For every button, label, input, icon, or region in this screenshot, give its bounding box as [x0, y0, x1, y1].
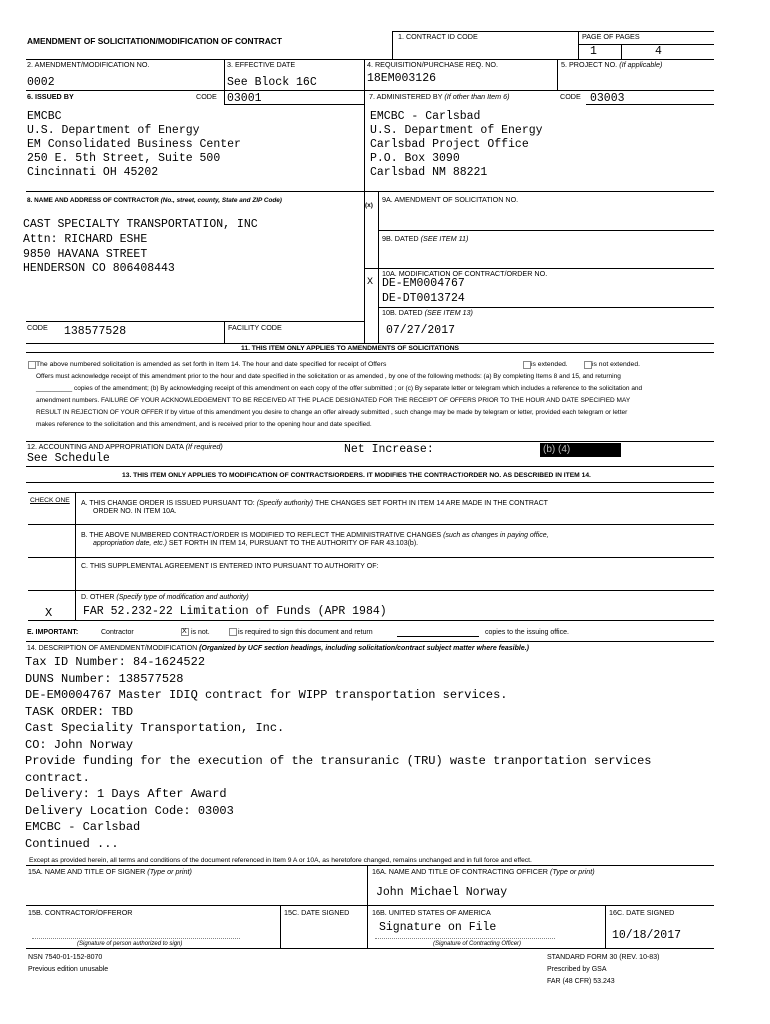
modification-dated-label: [382, 308, 473, 317]
amendment-solicitation-label: 9A. AMENDMENT OF SOLICITATION NO.: [382, 195, 519, 204]
redaction-box: (b) (4): [540, 443, 621, 457]
rule: [26, 466, 714, 467]
standard-form-text: STANDARD FORM 30 (REV. 10-83): [547, 954, 660, 961]
rule: [621, 44, 622, 59]
administered-by-line: EMCBC - Carlsbad: [370, 110, 481, 123]
administered-by-line: U.S. Department of Energy: [370, 124, 543, 137]
accounting-note: (If required): [185, 442, 223, 451]
signature-line: [375, 938, 555, 939]
description-line: DUNS Number: 138577528: [25, 671, 184, 686]
description-label-text: 14. DESCRIPTION OF AMENDMENT/MODIFICATION: [27, 645, 198, 652]
rule: [557, 59, 558, 90]
contract-id-label: 1. CONTRACT ID CODE: [398, 32, 478, 41]
issued-by-label: 6. ISSUED BY: [27, 92, 74, 101]
rule: [578, 44, 714, 45]
rule: [26, 865, 714, 866]
rule: [367, 865, 368, 948]
project-no-label-text: 5. PROJECT NO.: [561, 60, 618, 69]
description-line: Delivery: 1 Days After Award: [25, 787, 227, 801]
accounting-field[interactable]: See Schedule: [27, 452, 110, 465]
rule: [26, 905, 714, 906]
contractor-date-label: 15C. DATE SIGNED: [284, 908, 350, 917]
rule: [26, 191, 714, 192]
facility-code-label: FACILITY CODE: [228, 323, 282, 332]
item13d-checkbox[interactable]: X: [45, 606, 53, 620]
item13d-authority-field[interactable]: FAR 52.232-22 Limitation of Funds (APR 1984): [83, 605, 387, 618]
extended-label: is extended.: [531, 361, 568, 368]
signer-name-note: (Type or print): [147, 867, 192, 876]
page-of-pages-label: PAGE OF PAGES: [582, 32, 640, 41]
administered-by-label: [369, 92, 509, 101]
rule: [224, 59, 225, 104]
project-no-label: [561, 60, 662, 69]
accounting-label: [27, 442, 223, 451]
administered-by-line: Carlsbad NM 88221: [370, 166, 488, 179]
rule: [28, 620, 714, 621]
modification-dated-note: (SEE ITEM 13): [424, 308, 473, 317]
issued-by-code-label: CODE: [196, 92, 217, 101]
officer-name-note: (Type or print): [549, 867, 595, 876]
extended-checkbox[interactable]: [523, 361, 531, 369]
issued-by-line: EMCBC: [27, 110, 62, 123]
signer-name-label: [28, 867, 192, 876]
modification-contract-no-2[interactable]: DE-DT0013724: [382, 292, 465, 305]
form-title: AMENDMENT OF SOLICITATION/MODIFICATION OF CONTRACT: [27, 36, 282, 46]
rule: [364, 191, 365, 343]
nsn-text: NSN 7540-01-152-8070: [28, 954, 103, 961]
description-note: (Organized by UCF section headings, including solicitation/contract subject matter where feasible.): [199, 645, 530, 652]
officer-name-label: [372, 867, 595, 876]
item13a-text-line2: ORDER NO. IN ITEM 10A.: [93, 508, 177, 515]
officer-signature-caption: (Signature of Contracting Officer): [433, 941, 522, 947]
description-line: DE-EM0004767 Master IDIQ contract for WIPP transportation services.: [25, 688, 508, 702]
rule: [364, 59, 365, 104]
contractor-line: CAST SPECIALTY TRANSPORTATION, INC: [23, 218, 258, 231]
item13b-text-cont: SET FORTH IN ITEM 14, PURSUANT TO THE AUTHORITY OF FAR 43.103(b).: [168, 540, 419, 547]
rule: [578, 31, 579, 59]
rule: [364, 104, 365, 191]
item13d-text: [81, 593, 249, 602]
rule: [392, 31, 393, 59]
contractor-line: HENDERSON CO 806408443: [23, 262, 175, 275]
description-line: CO: John Norway: [25, 737, 134, 752]
officer-name-label-text: 16A. NAME AND TITLE OF CONTRACTING OFFICER: [372, 867, 548, 876]
contractor-code-field[interactable]: 138577528: [64, 325, 127, 338]
effective-date-field[interactable]: See Block 16C: [227, 76, 317, 89]
item11-line1: The above numbered solicitation is amended as set forth in Item 14. The hour and date specified for receipt of Offers: [36, 361, 387, 368]
rule: [26, 482, 714, 483]
is-not-label: is not.: [191, 629, 210, 636]
accounting-label-text: 12. ACCOUNTING AND APPROPRIATION DATA: [27, 442, 184, 451]
item13d-text-main: D. OTHER: [81, 594, 115, 601]
prescribed-by-text: Prescribed by GSA: [547, 966, 607, 973]
important-label: E. IMPORTANT:: [27, 629, 79, 636]
item13a-text-main: A. THIS CHANGE ORDER IS ISSUED PURSUANT TO:: [81, 500, 255, 507]
description-line: Cast Speciality Transportation, Inc.: [25, 721, 285, 735]
requisition-label: 4. REQUISITION/PURCHASE REQ. NO.: [367, 60, 498, 69]
item13b-note2: appropriation date, etc.): [93, 540, 167, 547]
is-not-mark: X: [182, 628, 187, 635]
rule: [26, 641, 714, 642]
item11-title: 11. THIS ITEM ONLY APPLIES TO AMENDMENTS OF SOLICITATIONS: [241, 345, 459, 352]
administered-by-line: P.O. Box 3090: [370, 152, 460, 165]
project-no-note: (If applicable): [619, 60, 663, 69]
is-required-checkbox[interactable]: [229, 628, 237, 636]
item13d-note: (Specify type of modification and authority): [116, 594, 249, 601]
item13a-text-cont: THE CHANGES SET FORTH IN ITEM 14 ARE MADE IN THE CONTRACT: [314, 500, 548, 507]
requisition-field[interactable]: 18EM003126: [367, 72, 437, 85]
net-increase-label: Net Increase:: [344, 443, 434, 456]
description-line: TASK ORDER: TBD: [25, 704, 134, 719]
description-line: Provide funding for the execution of the transuranic (TRU) waste tranportation services: [25, 754, 652, 768]
not-extended-checkbox[interactable]: [584, 361, 592, 369]
total-pages[interactable]: 4: [655, 45, 662, 58]
rule: [75, 492, 76, 620]
contractor-address-label: [27, 196, 282, 205]
signer-name-label-text: 15A. NAME AND TITLE OF SIGNER: [28, 867, 146, 876]
rule: [26, 321, 364, 322]
item13-title: 13. THIS ITEM ONLY APPLIES TO MODIFICATION OF CONTRACTS/ORDERS. IT MODIFIES THE CONTRACT/ORDER NO. AS DESCRIBED IN ITEM 14.: [122, 472, 591, 479]
rule: [28, 492, 714, 493]
modification-dated-label-text: 10B. DATED: [382, 308, 423, 317]
contractor-line: Attn: RICHARD ESHE: [23, 233, 148, 246]
officer-date-label: 16C. DATE SIGNED: [609, 908, 675, 917]
issued-by-code-field[interactable]: 03001: [227, 92, 262, 105]
item13b-note: (such as changes in paying office,: [443, 532, 549, 539]
issued-by-line: EM Consolidated Business Center: [27, 138, 241, 151]
solicitation-dated-label: [382, 234, 468, 243]
modification-contract-no-1[interactable]: DE-EM0004767: [382, 277, 465, 290]
officer-date-field[interactable]: 10/18/2017: [612, 929, 682, 942]
administered-by-line: Carlsbad Project Office: [370, 138, 529, 151]
contractor-line: 9850 HAVANA STREET: [23, 248, 148, 261]
rule: [28, 557, 714, 558]
item13a-note: (Specify authority): [256, 500, 314, 507]
administered-by-code-label: CODE: [560, 92, 581, 101]
officer-name-field[interactable]: John Michael Norway: [376, 886, 508, 899]
modification-checkbox[interactable]: X: [367, 277, 374, 288]
page-number[interactable]: 1: [590, 45, 597, 58]
administered-by-label-text: 7. ADMINISTERED BY: [369, 92, 443, 101]
item13b-text-line2: [93, 539, 418, 548]
contractor-address-label-text: 8. NAME AND ADDRESS OF CONTRACTOR: [27, 197, 159, 204]
item11-instructions: Offers must acknowledge receipt of this amendment prior to the hour and date specified in the solicitation or as amended , by one of the following methods: (a) By completing Items 8 and 15, and returning __________ copies of the amendment; (b) By acknowledging receipt of this amendment on each copy of the offer submitted ; or (c) By separate letter or telegram which includes a reference to the solicitation and amendment numbers. FAILURE OF YOUR ACKNOWLEDGEMENT TO BE RECEIVED AT THE PLACE DESIGNATED FOR THE RECEIPT OF OFFERS PRIOR TO THE HOUR AND DATE SPECIFIED MAY RESULT IN REJECTION OF YOUR OFFER If by virtue of this amendment you desire to change an offer already submitted , such change may be made by telegram or letter, provided each telegram or letter makes reference to the solicitation and this amendment, and is received prior to the opening hour and date specified.: [36, 373, 643, 428]
terms-unchanged-text: Except as provided herein, all terms and conditions of the document referenced in Item 9 A or 10A, as heretofore changed, remains unchanged and in full force and effect.: [29, 857, 532, 864]
rule: [378, 230, 714, 231]
not-extended-label: is not extended.: [592, 361, 640, 368]
rule: [605, 905, 606, 948]
is-required-label: is required to sign this document and return: [238, 629, 373, 636]
copies-blank[interactable]: [397, 636, 479, 637]
issued-by-line: U.S. Department of Energy: [27, 124, 200, 137]
description-line: contract.: [25, 770, 90, 785]
amendment-no-field[interactable]: 0002: [27, 76, 55, 89]
administered-by-note: (If other than Item 6): [444, 92, 510, 101]
contractor-code-label: CODE: [27, 323, 48, 332]
effective-date-label: 3. EFFECTIVE DATE: [227, 60, 296, 69]
description-line: Continued ...: [25, 836, 119, 851]
modification-dated-field[interactable]: 07/27/2017: [386, 324, 456, 337]
administered-by-code-field[interactable]: 03003: [590, 92, 625, 105]
check-one-label: CHECK ONE: [30, 497, 70, 504]
rule: [280, 905, 281, 948]
modification-contract-label: 10A. MODIFICATION OF CONTRACT/ORDER NO.: [382, 269, 548, 278]
signature-line: [32, 938, 240, 939]
rule: [28, 590, 714, 591]
officer-signature-field[interactable]: Signature on File: [379, 921, 497, 934]
rule: [378, 191, 379, 343]
rule: [28, 524, 714, 525]
item13b-text-main: B. THE ABOVE NUMBERED CONTRACT/ORDER IS MODIFIED TO REFLECT THE ADMINISTRATIVE CHANGES: [81, 532, 442, 539]
contractor-address-note: (No., street, county, State and ZIP Code): [160, 197, 282, 204]
solicitation-dated-note: (SEE ITEM 11): [420, 234, 469, 243]
rule: [224, 321, 225, 343]
solicitation-dated-label-text: 9B. DATED: [382, 234, 419, 243]
description-label: [27, 644, 529, 653]
description-line: EMCBC - Carlsbad: [25, 820, 141, 834]
far-reference-text: FAR (48 CFR) 53.243: [547, 978, 615, 985]
usa-label: 16B. UNITED STATES OF AMERICA: [372, 908, 491, 917]
contractor-offeror-label: 15B. CONTRACTOR/OFFEROR: [28, 908, 133, 917]
solicitation-box: [28, 361, 36, 369]
amendment-no-label: 2. AMENDMENT/MODIFICATION NO.: [27, 60, 150, 69]
issued-by-line: 250 E. 5th Street, Suite 500: [27, 152, 221, 165]
issued-by-line: Cincinnati OH 45202: [27, 166, 159, 179]
description-line: Delivery Location Code: 03003: [25, 803, 234, 818]
x-column-label: (x): [365, 202, 373, 209]
description-line: Tax ID Number: 84-1624522: [25, 655, 206, 669]
previous-edition-text: Previous edition unusable: [28, 966, 109, 973]
copies-label: copies to the issuing office.: [485, 629, 569, 636]
rule: [26, 90, 714, 91]
contractor-word: Contractor: [101, 629, 134, 636]
signer-signature-caption: (Signature of person authorized to sign): [77, 941, 183, 947]
item13c-text: C. THIS SUPPLEMENTAL AGREEMENT IS ENTERED INTO PURSUANT TO AUTHORITY OF:: [81, 563, 379, 570]
